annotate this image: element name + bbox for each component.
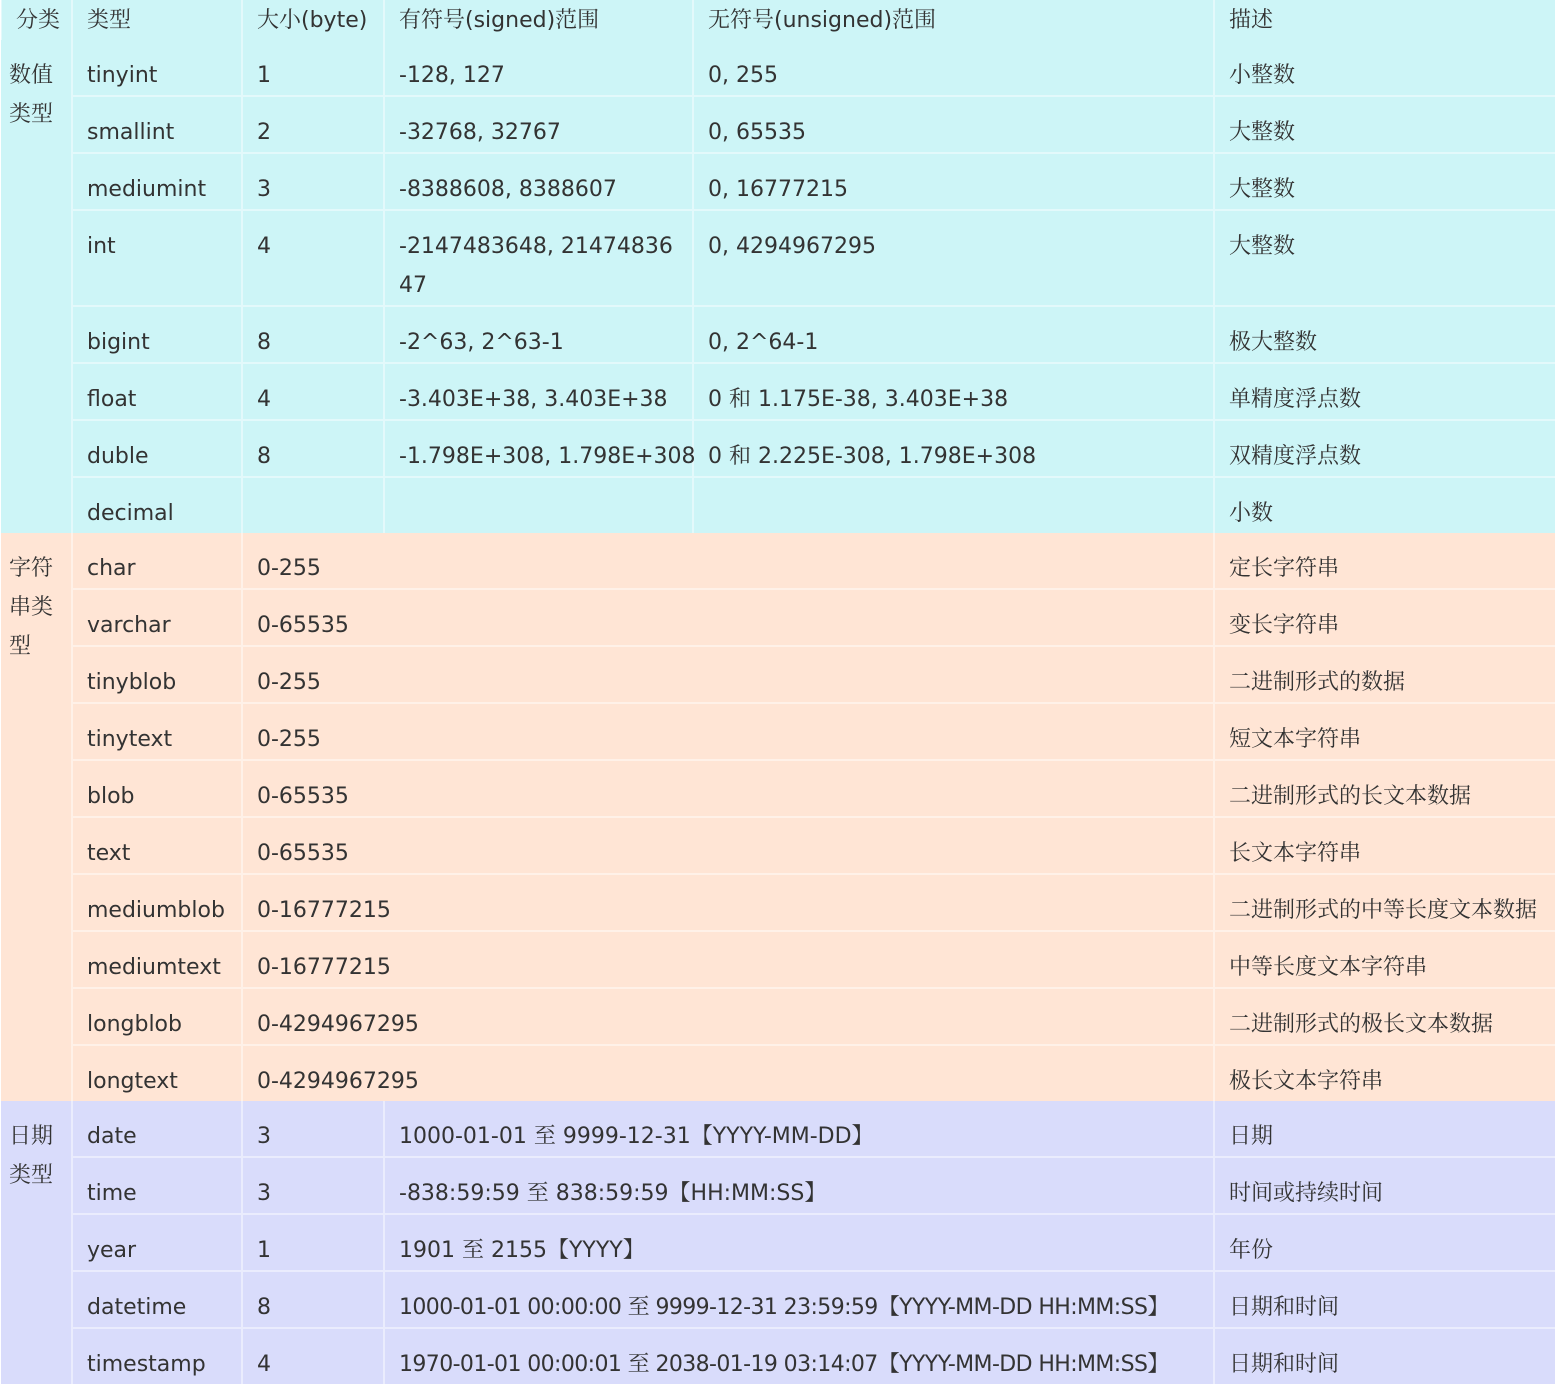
type-cell: duble (72, 420, 242, 477)
description-cell: 单精度浮点数 (1214, 363, 1555, 420)
size-cell: 3 (242, 153, 384, 210)
type-cell: time (72, 1157, 242, 1214)
range-cell: 0-4294967295 (242, 988, 1214, 1045)
unsigned-range-cell: 0, 16777215 (693, 153, 1214, 210)
table-row (1, 153, 1555, 210)
unsigned-range-cell (693, 477, 1214, 533)
table-row (1, 96, 1555, 153)
type-cell: mediumtext (72, 931, 242, 988)
description-cell: 长文本字符串 (1214, 817, 1555, 874)
description-cell: 二进制形式的极长文本数据 (1214, 988, 1555, 1045)
table-row (1, 589, 1555, 646)
header-signed-range: 有符号(signed)范围 (384, 0, 693, 40)
description-cell: 二进制形式的数据 (1214, 646, 1555, 703)
type-cell: varchar (72, 589, 242, 646)
table-row (1, 646, 1555, 703)
description-cell: 极长文本字符串 (1214, 1045, 1555, 1101)
table-row (1, 363, 1555, 420)
size-cell: 8 (242, 1271, 384, 1328)
range-cell: 1000-01-01 00:00:00 至 9999-12-31 23:59:59【YYYY-MM-DD HH:MM:SS】 (384, 1271, 1214, 1328)
description-cell: 时间或持续时间 (1214, 1157, 1555, 1214)
category-cell: 数值类型 (1, 40, 72, 533)
range-cell: 0-65535 (242, 817, 1214, 874)
signed-range-cell: -3.403E+38, 3.403E+38 (384, 363, 693, 420)
table-row (1, 210, 1555, 306)
type-cell: tinyblob (72, 646, 242, 703)
description-cell: 日期 (1214, 1101, 1555, 1157)
description-cell: 大整数 (1214, 153, 1555, 210)
unsigned-range-cell: 0, 65535 (693, 96, 1214, 153)
type-cell: blob (72, 760, 242, 817)
type-cell: year (72, 1214, 242, 1271)
header-type: 类型 (72, 0, 242, 40)
size-cell: 2 (242, 96, 384, 153)
size-cell: 1 (242, 40, 384, 96)
table-row (1, 420, 1555, 477)
description-cell: 中等长度文本字符串 (1214, 931, 1555, 988)
type-cell: bigint (72, 306, 242, 363)
range-cell: 1970-01-01 00:00:01 至 2038-01-19 03:14:07【YYYY-MM-DD HH:MM:SS】 (384, 1328, 1214, 1384)
header-size: 大小(byte) (242, 0, 384, 40)
table-row (1, 931, 1555, 988)
description-cell: 极大整数 (1214, 306, 1555, 363)
table-row (1, 874, 1555, 931)
size-cell: 4 (242, 1328, 384, 1384)
range-cell: 1000-01-01 至 9999-12-31【YYYY-MM-DD】 (384, 1101, 1214, 1157)
unsigned-range-cell: 0, 2^64-1 (693, 306, 1214, 363)
description-cell: 日期和时间 (1214, 1328, 1555, 1384)
description-cell: 二进制形式的中等长度文本数据 (1214, 874, 1555, 931)
signed-range-cell: -2147483648, 2147483647 (384, 210, 693, 306)
description-cell: 大整数 (1214, 210, 1555, 306)
table-row (1, 760, 1555, 817)
type-cell: tinytext (72, 703, 242, 760)
table-row (1, 1045, 1555, 1101)
table-row (1, 306, 1555, 363)
size-cell: 8 (242, 306, 384, 363)
table-row (1, 988, 1555, 1045)
description-cell: 二进制形式的长文本数据 (1214, 760, 1555, 817)
signed-range-cell: -2^63, 2^63-1 (384, 306, 693, 363)
size-cell: 8 (242, 420, 384, 477)
type-cell: tinyint (72, 40, 242, 96)
table-row (1, 1101, 1555, 1157)
type-cell: decimal (72, 477, 242, 533)
range-cell: 0-16777215 (242, 931, 1214, 988)
signed-range-cell: -128, 127 (384, 40, 693, 96)
type-cell: mediumblob (72, 874, 242, 931)
date-types-group (1, 1101, 1555, 1384)
signed-range-cell: -1.798E+308, 1.798E+308 (384, 420, 693, 477)
type-cell: longblob (72, 988, 242, 1045)
unsigned-range-cell: 0 和 1.175E-38, 3.403E+38 (693, 363, 1214, 420)
type-cell: text (72, 817, 242, 874)
header-row (1, 0, 1555, 40)
table-row (1, 817, 1555, 874)
type-cell: datetime (72, 1271, 242, 1328)
description-cell: 大整数 (1214, 96, 1555, 153)
type-cell: smallint (72, 96, 242, 153)
signed-range-cell: -8388608, 8388607 (384, 153, 693, 210)
size-cell: 4 (242, 210, 384, 306)
type-cell: date (72, 1101, 242, 1157)
description-cell: 变长字符串 (1214, 589, 1555, 646)
size-cell (242, 477, 384, 533)
description-cell: 小整数 (1214, 40, 1555, 96)
type-cell: mediumint (72, 153, 242, 210)
numeric-types-group (1, 40, 1555, 533)
table-row (1, 477, 1555, 533)
description-cell: 短文本字符串 (1214, 703, 1555, 760)
string-types-group (1, 533, 1555, 1101)
size-cell: 4 (242, 363, 384, 420)
signed-range-cell (384, 477, 693, 533)
table-row (1, 703, 1555, 760)
type-cell: longtext (72, 1045, 242, 1101)
table-row (1, 40, 1555, 96)
table-row (1, 533, 1555, 589)
signed-range-cell: -32768, 32767 (384, 96, 693, 153)
unsigned-range-cell: 0, 255 (693, 40, 1214, 96)
description-cell: 小数 (1214, 477, 1555, 533)
category-cell: 日期类型 (1, 1101, 72, 1384)
range-cell: 0-65535 (242, 589, 1214, 646)
type-cell: timestamp (72, 1328, 242, 1384)
range-cell: 0-255 (242, 533, 1214, 589)
type-cell: int (72, 210, 242, 306)
header-category: 分类 (1, 0, 72, 40)
header-unsigned-range: 无符号(unsigned)范围 (693, 0, 1214, 40)
range-cell: 1901 至 2155【YYYY】 (384, 1214, 1214, 1271)
description-cell: 定长字符串 (1214, 533, 1555, 589)
range-cell: 0-255 (242, 646, 1214, 703)
description-cell: 年份 (1214, 1214, 1555, 1271)
unsigned-range-cell: 0, 4294967295 (693, 210, 1214, 306)
unsigned-range-cell: 0 和 2.225E-308, 1.798E+308 (693, 420, 1214, 477)
table-row (1, 1271, 1555, 1328)
description-cell: 日期和时间 (1214, 1271, 1555, 1328)
range-cell: 0-16777215 (242, 874, 1214, 931)
type-cell: char (72, 533, 242, 589)
size-cell: 3 (242, 1101, 384, 1157)
size-cell: 3 (242, 1157, 384, 1214)
table-row (1, 1214, 1555, 1271)
size-cell: 1 (242, 1214, 384, 1271)
table-row (1, 1157, 1555, 1214)
table-row (1, 1328, 1555, 1384)
category-cell: 字符串类型 (1, 533, 72, 1101)
header-description: 描述 (1214, 0, 1555, 40)
range-cell: -838:59:59 至 838:59:59【HH:MM:SS】 (384, 1157, 1214, 1214)
range-cell: 0-65535 (242, 760, 1214, 817)
description-cell: 双精度浮点数 (1214, 420, 1555, 477)
type-cell: float (72, 363, 242, 420)
range-cell: 0-4294967295 (242, 1045, 1214, 1101)
range-cell: 0-255 (242, 703, 1214, 760)
